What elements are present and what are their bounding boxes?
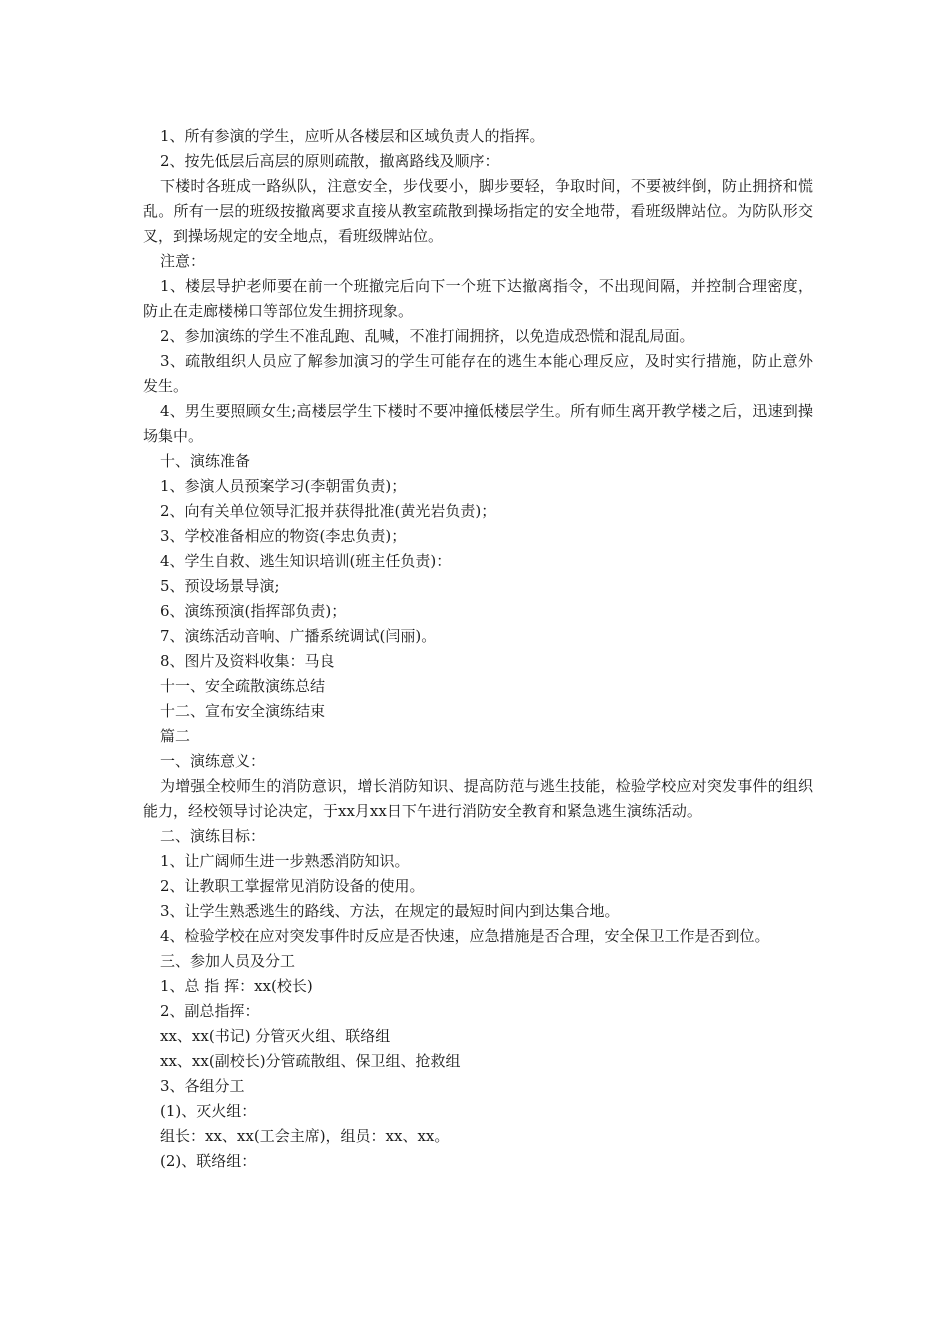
list-item: (1)、灭火组： (160, 1102, 257, 1120)
list-item: 2、让教职工掌握常见消防设备的使用。 (160, 877, 425, 895)
paragraph: 1、所有参演的学生，应听从各楼层和区域负责人的指挥。 (160, 127, 545, 145)
section-heading: 十二、宣布安全演练结束 (160, 702, 326, 720)
list-item: 3、学校准备相应的物资(李忠负责)； (160, 527, 407, 545)
list-item: 4、学生自救、逃生知识培训(班主任负责)： (160, 552, 452, 570)
section-heading: 三、参加人员及分工 (160, 952, 296, 970)
list-item: 组长：xx、xx(工会主席)，组员：xx、xx。 (160, 1127, 450, 1145)
list-item: 4、检验学校在应对突发事件时反应是否快速，应急措施是否合理，安全保卫工作是否到位。 (160, 927, 770, 945)
paragraph: 2、参加演练的学生不准乱跑、乱喊，不准打闹拥挤，以免造成恐慌和混乱局面。 (160, 327, 695, 345)
section-heading: 十、演练准备 (160, 452, 251, 470)
list-item: xx、xx(副校长)分管疏散组、保卫组、抢救组 (160, 1052, 461, 1070)
list-item: 1、参演人员预案学习(李朝雷负责)； (160, 477, 407, 495)
list-item: 5、预设场景导演; (160, 577, 280, 595)
section-heading: 二、演练目标： (160, 827, 266, 845)
paragraph: 1、楼层导护老师要在前一个班撤完后向下一个班下达撤离指令，不出现间隔，并控制合理密度，防止在走廊楼梯口等部位发生拥挤现象。 (143, 277, 813, 320)
list-item: 2、副总指挥： (160, 1002, 260, 1020)
document-body (143, 124, 813, 1174)
list-item: 3、让学生熟悉逃生的路线、方法，在规定的最短时间内到达集合地。 (160, 902, 620, 920)
paragraph: 下楼时各班成一路纵队，注意安全，步伐要小，脚步要轻，争取时间，不要被绊倒，防止拥挤和慌乱。所有一层的班级按撤离要求直接从教室疏散到操场指定的安全地带，看班级牌站位。为防队形交叉，到操场规定的安全地点，看班级牌站位。 (143, 177, 813, 245)
list-item: 8、图片及资料收集：马良 (160, 652, 335, 670)
paragraph: 4、男生要照顾女生;高楼层学生下楼时不要冲撞低楼层学生。所有师生离开教学楼之后，迅速到操场集中。 (143, 402, 813, 445)
paragraph: 注意： (160, 252, 206, 270)
list-item: 3、各组分工 (160, 1077, 245, 1095)
list-item: 6、演练预演(指挥部负责)； (160, 602, 347, 620)
section-heading: 一、演练意义： (160, 752, 266, 770)
list-item: 2、向有关单位领导汇报并获得批准(黄光岩负责)； (160, 502, 497, 520)
part-heading: 篇二 (160, 727, 191, 745)
paragraph: 为增强全校师生的消防意识，增长消防知识、提高防范与逃生技能，检验学校应对突发事件的组织能力，经校领导讨论决定，于xx月xx日下午进行消防安全教育和紧急逃生演练活动。 (143, 777, 813, 820)
list-item: xx、xx(书记) 分管灭火组、联络组 (160, 1027, 391, 1045)
list-item: 1、总 指 挥：xx(校长) (160, 977, 313, 995)
section-heading: 十一、安全疏散演练总结 (160, 677, 326, 695)
paragraph: 3、疏散组织人员应了解参加演习的学生可能存在的逃生本能心理反应，及时实行措施，防止意外发生。 (143, 352, 813, 395)
paragraph: 2、按先低层后高层的原则疏散，撤离路线及顺序： (160, 152, 500, 170)
list-item: (2)、联络组： (160, 1152, 257, 1170)
list-item: 1、让广阔师生进一步熟悉消防知识。 (160, 852, 410, 870)
list-item: 7、演练活动音响、广播系统调试(闫丽)。 (160, 627, 437, 645)
